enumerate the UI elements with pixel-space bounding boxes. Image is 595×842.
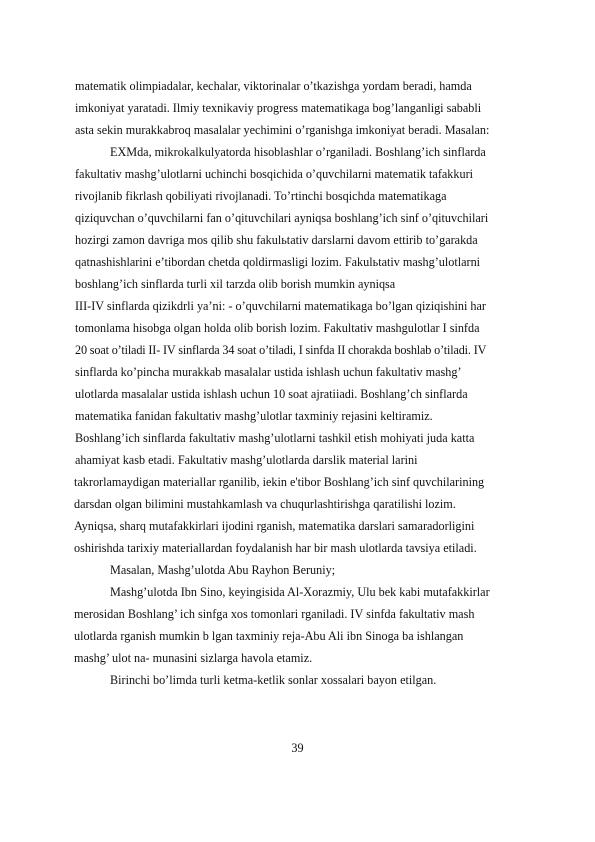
text-line: tomonlama hisobga olgan holda olib borish lozim. Fakultativ mashgulotlar I sinfda	[75, 321, 480, 335]
text-line: EXMda, mikrokalkulyatorda hisoblashlar o’rganiladi. Boshlang’ich sinflarda	[110, 145, 486, 159]
text-line: rivojlanib fikrlash qobiliyati rivojlanadi. To’rtinchi bosqichda matematikaga	[75, 189, 447, 203]
text-line: qatnashishlarini e’tibordan chetda qoldirmasligi lozim. Fakulьtativ mashg’ulotlarni	[75, 255, 481, 269]
text-line: Masalan, Mashg’ulotda Abu Rayhon Beruniy;	[110, 563, 336, 577]
page-number: 39	[291, 741, 304, 755]
text-line: imkoniyat yaratadi. Ilmiy texnikaviy progress matematikaga bog’langanligi sababli	[75, 101, 482, 115]
text-line: fakultativ mashg’ulotlarni uchinchi bosqichida o’quvchilarni matematik tafakkuri	[75, 167, 474, 181]
text-line: oshirishda tarixiy materiallardan foydalanish har bir mash ulotlarda tavsiya etiladi.	[74, 541, 477, 555]
text-line: merosidan Boshlang’ ich sinfga xos tomonlari rganiladi. IV sinfda fakultativ mash	[74, 607, 475, 621]
text-line: ulotlarda masalalar ustida ishlash uchun 10 soat ajratiiadi. Boshlang’ch sinflarda	[75, 387, 468, 401]
text-line: Mashg’ulotda Ibn Sino, keyingisida Al-Xorazmiy, Ulu bek kabi mutafakkirlar	[110, 585, 490, 599]
text-line: matematika fanidan fakultativ mashg’ulotlar taxminiy rejasini keltiramiz.	[75, 409, 433, 423]
text-line: Birinchi bo’limda turli ketma-ketlik sonlar xossalari bayon etilgan.	[110, 673, 437, 687]
text-line: darsdan olgan bilimini mustahkamlash va chuqurlashtirishga qaratilishi lozim.	[74, 497, 456, 511]
text-line: III-IV sinflarda qizikdrli ya’ni: - o’quvchilarni matematikaga bo’lgan qiziqishini har	[75, 299, 486, 313]
text-line: 20 soat o’tiladi II- IV sinflarda 34 soat o’tiladi, I sinfda II chorakda boshlab o’tiladi. IV	[75, 343, 487, 357]
text-line: matematik olimpiadalar, kechalar, viktorinalar o’tkazishga yordam beradi, hamda	[75, 79, 472, 93]
text-line: Ayniqsa, sharq mutafakkirlari ijodini rganish, matematika darslari samaradorligini	[74, 519, 475, 533]
text-line: takrorlamaydigan materiallar rganilib, iekin e'tibor Boshlang’ich sinf quvchilarining	[74, 475, 485, 489]
text-line: ahamiyat kasb etadi. Fakultativ mashg’ulotlarda darslik material larini	[75, 453, 418, 467]
text-line: sinflarda ko’pincha murakkab masalalar ustida ishlash uchun fakultativ mashg’	[75, 365, 462, 379]
text-line: hozirgi zamon davriga mos qilib shu fakulьtativ darslarni davom ettirib to’garakda	[75, 233, 478, 247]
text-line: Boshlang’ich sinflarda fakultativ mashg’ulotlarni tashkil etish mohiyati juda katta	[75, 431, 475, 445]
text-line: boshlang’ich sinflarda turli xil tarzda olib borish mumkin ayniqsa	[75, 277, 396, 291]
text-line: ulotlarda rganish mumkin b lgan taxminiy reja-Abu Ali ibn Sinoga ba ishlangan	[74, 629, 464, 643]
text-line: asta sekin murakkabroq masalalar yechimini o’rganishga imkoniyat beradi. Masalan:	[75, 123, 490, 137]
text-line: mashg’ ulot na- munasini sizlarga havola etamiz.	[74, 651, 313, 665]
text-line: qiziquvchan o’quvchilarni fan o’qituvchilari ayniqsa boshlang’ich sinf o’qituvchilari	[75, 211, 489, 225]
